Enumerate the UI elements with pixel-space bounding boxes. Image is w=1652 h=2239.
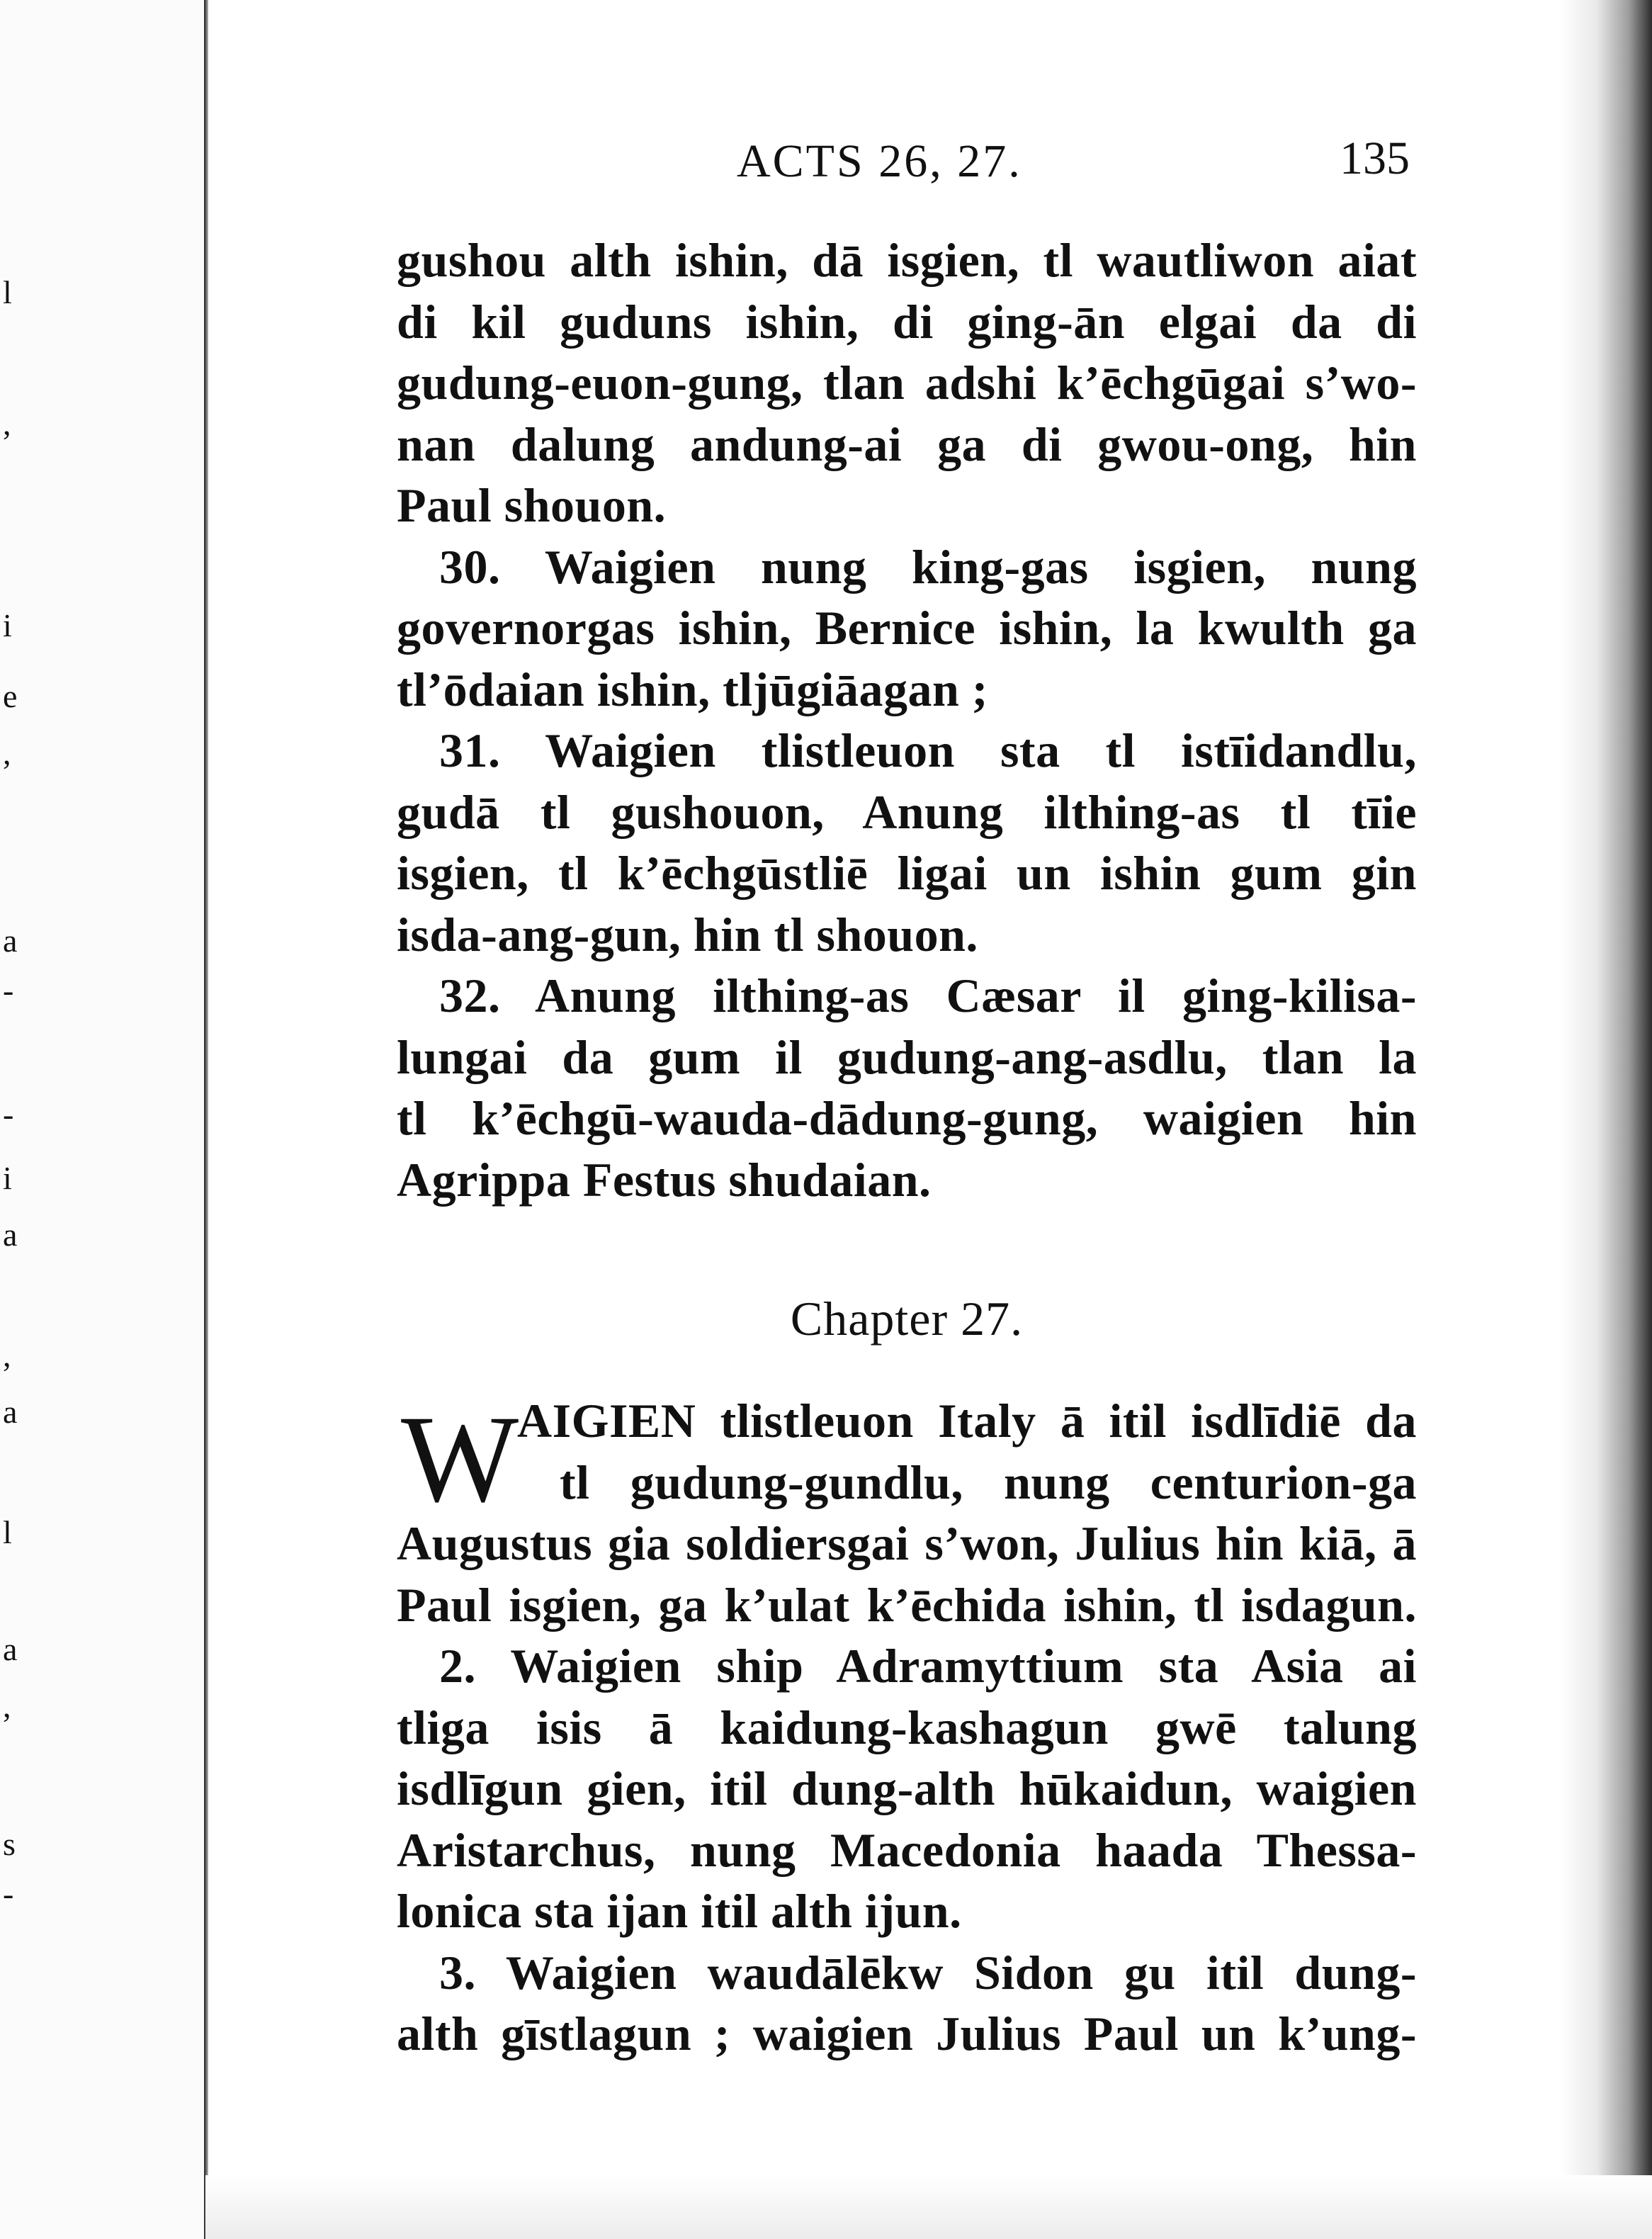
left-fragment: i — [3, 607, 12, 643]
left-fragment: a — [3, 1394, 18, 1430]
text-line: di kil guduns ishin, di ging-ān elgai da di — [397, 294, 1417, 349]
book-page — [397, 132, 1417, 2065]
text-line: lungai da gum il gudung-ang-asdlu, tlan la — [397, 1030, 1417, 1084]
text-line: nan dalung andung-ai ga di gwou-ong, hin — [397, 417, 1417, 471]
left-fragment: a — [3, 1217, 18, 1253]
text-line: gudā tl gushouon, Anung ilthing-as tl tīie — [397, 784, 1417, 839]
bottom-page-shadow — [205, 2175, 1652, 2239]
text-line: tl k’ēchgū-wauda-dādung-gung, waigien hin — [397, 1091, 1417, 1145]
left-fragment: e — [3, 678, 18, 714]
text-line: Paul isgien, ga k’ulat k’ēchida ishin, tl isdagun. — [397, 1577, 1417, 1632]
left-fragment: - — [3, 1096, 14, 1132]
chapter-heading: Chapter 27. — [790, 1292, 1024, 1346]
text-line: Aristarchus, nung Macedonia haada Thessa- — [397, 1822, 1417, 1877]
left-page-margin — [0, 0, 205, 2239]
left-fragment: - — [3, 1876, 14, 1912]
text-line: alth gīstlagun ; waigien Julius Paul un k’ung- — [397, 2007, 1417, 2060]
text-line: AIGIEN tlistleuon Italy ā itil isdlīdiē da — [517, 1394, 1417, 1448]
text-line: tliga isis ā kaidung-kashagun gwē talung — [397, 1700, 1417, 1754]
text-line: Paul shouon. — [397, 478, 667, 532]
text-line: lonica sta ijan itil alth ijun. — [397, 1884, 962, 1938]
text-line: Agrippa Festus shudaian. — [397, 1152, 932, 1207]
running-title: ACTS 26, 27. — [737, 135, 1022, 187]
left-fragment: s — [3, 1826, 16, 1862]
page-number: 135 — [1340, 132, 1410, 184]
left-fragment: a — [3, 923, 18, 959]
left-fragment: i — [3, 1160, 12, 1196]
left-fragment: , — [3, 405, 11, 441]
left-fragment: a — [3, 1631, 18, 1667]
verse-31: 31. Waigien tlistleuon sta tl istīidandlu, — [439, 723, 1417, 777]
verse-30: 30. Waigien nung king-gas isgien, nung — [439, 539, 1417, 594]
right-page-edge-shadow — [1560, 0, 1652, 2239]
text-line: gushou alth ishin, dā isgien, tl wautliwon aiat — [397, 233, 1417, 287]
text-line: isgien, tl k’ēchgūstliē ligai un ishin gum gin — [397, 846, 1417, 900]
drop-cap: W — [401, 1390, 519, 1528]
body-text — [397, 230, 1417, 2065]
text-line: isdlīgun gien, itil dung-alth hūkaidun, waigien — [397, 1761, 1417, 1815]
left-fragment: - — [3, 972, 14, 1008]
verse-2: 2. Waigien ship Adramyttium sta Asia ai — [439, 1639, 1417, 1693]
text-line: tl gudung-gundlu, nung centurion-ga — [560, 1455, 1417, 1509]
left-fragment: , — [3, 735, 11, 771]
verse-3: 3. Waigien waudālēkw Sidon gu itil dung- — [439, 1945, 1417, 2000]
left-fragment: l — [3, 1514, 12, 1550]
chapter-opening — [397, 1390, 1417, 1635]
verse-32: 32. Anung ilthing-as Cæsar il ging-kilisa- — [439, 969, 1417, 1022]
text-line: Augustus gia soldiersgai s’won, Julius hin kiā, ā — [397, 1516, 1417, 1570]
left-fragment: , — [3, 1337, 11, 1373]
text-line: tl’ōdaian ishin, tljūgiāagan ; — [397, 662, 988, 716]
left-fragment: , — [3, 1688, 11, 1724]
left-fragment: l — [3, 274, 12, 310]
text-line: governorgas ishin, Bernice ishin, la kwulth ga — [397, 601, 1417, 655]
running-head — [397, 132, 1417, 198]
text-line: isda-ang-gun, hin tl shouon. — [397, 907, 978, 961]
text-line: gudung-euon-gung, tlan adshi k’ēchgūgai s’wo- — [397, 356, 1417, 410]
page-gutter-edge — [204, 0, 208, 2239]
